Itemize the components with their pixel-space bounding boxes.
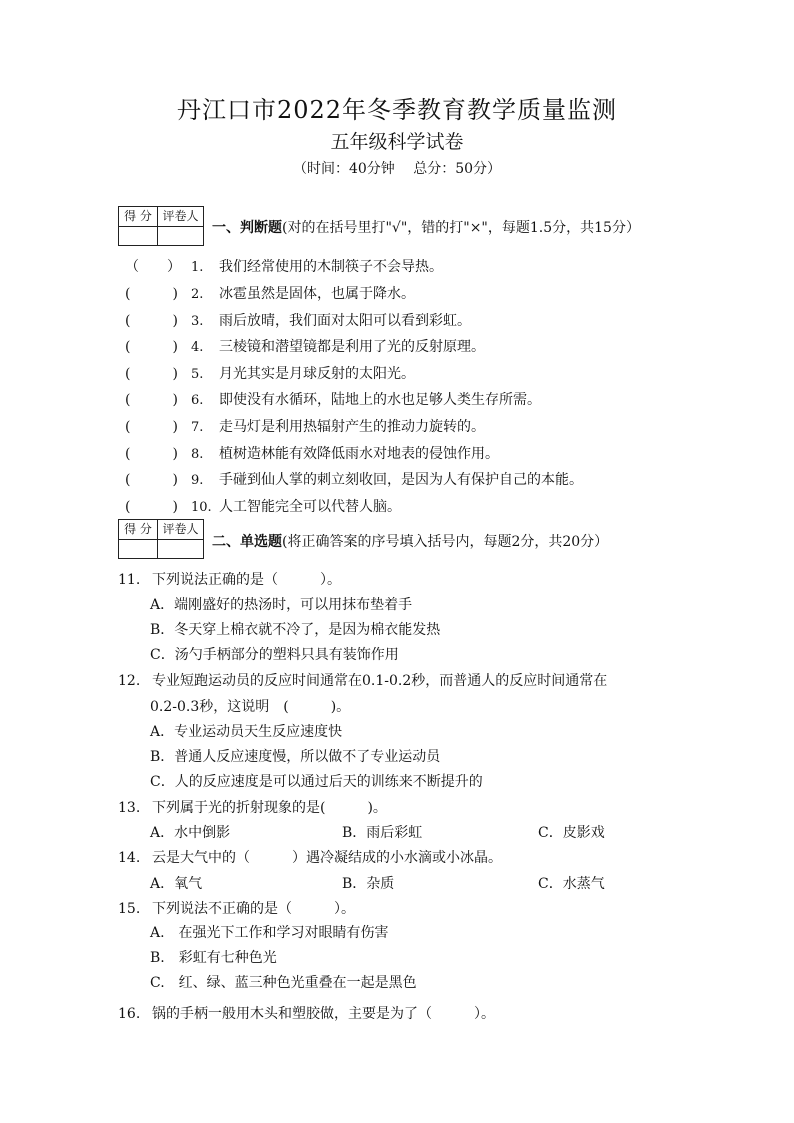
option-c: C．汤勺手柄部分的塑料只具有装饰作用 <box>150 647 399 663</box>
option-b: B．雨后彩虹 <box>342 825 423 841</box>
tf-item: ( ) 10. 人工智能完全可以代替人脑。 <box>125 499 401 515</box>
option-a: A. 在强光下工作和学习对眼睛有伤害 <box>150 925 389 941</box>
tf-item: ( ) 3. 雨后放晴，我们面对太阳可以看到彩虹。 <box>125 313 471 329</box>
option-a: A．水中倒影 <box>150 825 231 841</box>
section2-heading <box>212 531 608 551</box>
option-c: C. 红、绿、蓝三种色光重叠在一起是黑色 <box>150 975 417 991</box>
option-c: C．人的反应速度是可以通过后天的训练来不断提升的 <box>150 774 483 790</box>
option-b: B．普通人反应速度慢，所以做不了专业运动员 <box>150 749 441 765</box>
option-c: C．皮影戏 <box>538 825 605 841</box>
tf-item: ( ) 7. 走马灯是利用热辐射产生的推动力旋转的。 <box>125 419 485 435</box>
grader-cell <box>157 540 203 559</box>
tf-item: ( ) 5. 月光其实是月球反射的太阳光。 <box>125 366 415 382</box>
grader-label: 评卷人 <box>157 207 203 226</box>
exam-title: 丹江口市2022年冬季教育教学质量监测 <box>176 96 618 124</box>
score-cell <box>119 540 157 559</box>
option-a: A．端刚盛好的热汤时，可以用抹布垫着手 <box>150 597 413 613</box>
section1-title: 一、判断题 <box>212 220 282 236</box>
section2-title: 二、单选题 <box>212 534 282 550</box>
score-box-section1 <box>118 206 204 246</box>
score-label: 得 分 <box>124 522 152 536</box>
section2-instruction: (将正确答案的序号填入括号内，每题2分，共20分） <box>282 534 609 550</box>
option-b: B．冬天穿上棉衣就不冷了，是因为棉衣能发热 <box>150 622 441 638</box>
option-a: A．氧气 <box>150 876 203 892</box>
exam-subtitle: 五年级科学试卷 <box>330 131 464 153</box>
question-15: 15. 下列说法不正确的是（ ）。 <box>118 901 355 917</box>
grader-cell <box>157 227 203 246</box>
grader-label: 评卷人 <box>157 520 203 539</box>
question-13: 13. 下列属于光的折射现象的是( )。 <box>118 800 387 816</box>
section1-heading <box>212 217 640 237</box>
exam-meta: （时间：40分钟 总分：50分） <box>292 161 502 177</box>
tf-item: ( ) 2. 冰雹虽然是固体，也属于降水。 <box>125 286 415 302</box>
option-c: C．水蒸气 <box>538 876 605 892</box>
option-b: B. 彩虹有七种色光 <box>150 950 277 966</box>
section1-instruction: (对的在括号里打"√"，错的打"×"，每题1.5分，共15分） <box>282 220 640 236</box>
option-b: B．杂质 <box>342 876 395 892</box>
tf-item: （ ） 1. 我们经常使用的木制筷子不会导热。 <box>125 259 443 275</box>
score-label: 得 分 <box>124 209 152 223</box>
score-cell <box>119 227 157 246</box>
tf-item: ( ) 9. 手碰到仙人掌的刺立刻收回，是因为人有保护自己的本能。 <box>125 472 583 488</box>
question-12-stem-continued: 0.2-0.3秒，这说明 ( )。 <box>150 699 351 715</box>
tf-item: ( ) 8. 植树造林能有效降低雨水对地表的侵蚀作用。 <box>125 446 499 462</box>
question-12: 12. 专业短跑运动员的反应时间通常在0.1-0.2秒，而普通人的反应时间通常在 <box>118 673 608 689</box>
tf-item: ( ) 4. 三棱镜和潜望镜都是利用了光的反射原理。 <box>125 339 485 355</box>
score-box-section2 <box>118 519 204 559</box>
option-a: A．专业运动员天生反应速度快 <box>150 724 343 740</box>
question-11: 11. 下列说法正确的是（ ）。 <box>118 572 341 588</box>
question-16: 16. 锅的手柄一般用木头和塑胶做，主要是为了（ ）。 <box>118 1006 495 1022</box>
question-14: 14. 云是大气中的（ ）遇冷凝结成的小水滴或小冰晶。 <box>118 850 502 866</box>
tf-item: ( ) 6. 即使没有水循环，陆地上的水也足够人类生存所需。 <box>125 392 541 408</box>
